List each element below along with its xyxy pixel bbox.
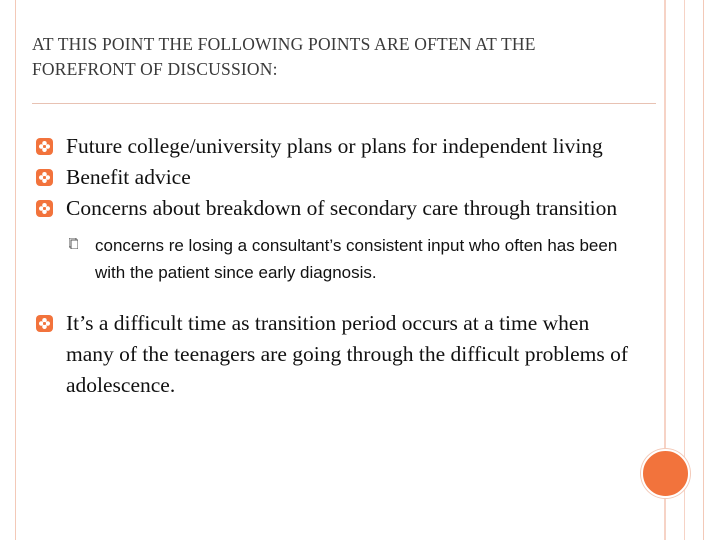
list-item [30,308,630,401]
title-divider [32,103,656,104]
bullet-list [30,131,630,401]
flower-bullet-icon [36,315,53,332]
flower-bullet-icon [36,138,53,155]
bullet-text: Future college/university plans or plans for independent living [66,134,603,158]
sub-bullet-text: concerns re losing a consultant’s consistent input who often has been with the patient since early diagnosis. [95,236,618,282]
list-item [30,193,630,224]
flower-bullet-icon [36,200,53,217]
bullet-text: It’s a difficult time as transition period occurs at a time when many of the teenagers are going through the difficult problems of adolescence. [66,311,629,397]
square-bullet-icon [69,238,78,249]
list-item [30,131,630,162]
decorative-orange-circle [641,449,690,498]
list-item [30,162,630,193]
bullet-text: Concerns about breakdown of secondary care through transition [66,196,618,220]
bullet-text: Benefit advice [66,165,191,189]
sub-list-item [30,232,630,286]
slide-title: AT THIS POINT THE FOLLOWING POINTS ARE OFTEN AT THE FOREFRONT OF DISCUSSION: [32,34,536,79]
flower-bullet-icon [36,169,53,186]
